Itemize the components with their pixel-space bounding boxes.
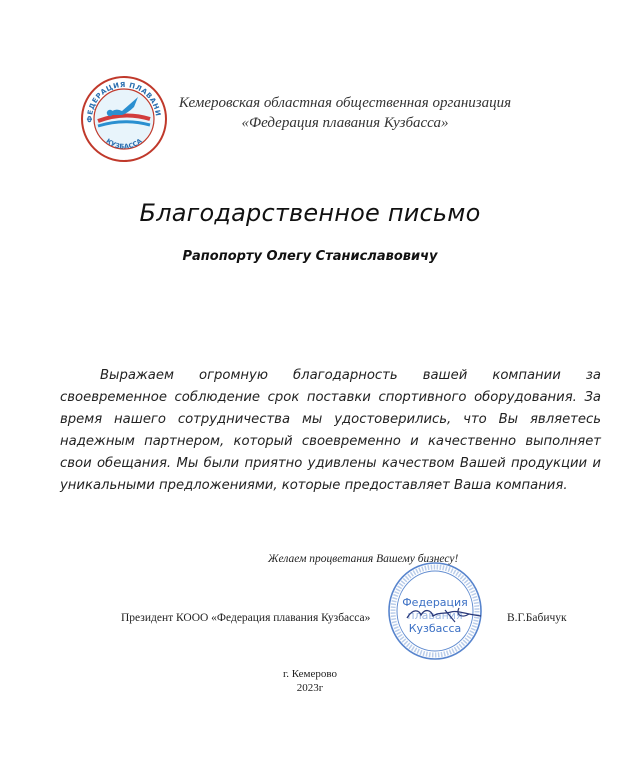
- signer-title: Президент КООО «Федерация плавания Кузбасса»: [121, 612, 371, 624]
- logo-ring-text-bottom: КУЗБАССА: [104, 137, 144, 151]
- letter-body: Выражаем огромную благодарность вашей компании за своевременное соблюдение срок поставки спортивного оборудования. За время нашего сотрудничества мы удостоверились, что Вы являетесь надежным партнером, который своевременно и качественно выполняет свои обещания. Мы были приятно удивлены качеством Вашей продукции и уникальными предложениями, которые предоставляет Ваша компания.: [60, 368, 601, 493]
- official-stamp: [385, 560, 485, 662]
- city: г. Кемерово: [282, 668, 338, 680]
- logo-ring-text-top: ФЕДЕРАЦИЯ ПЛАВАНИ: [85, 80, 162, 123]
- closing-wishes: Желаем процветания Вашему бизнесу!: [268, 553, 459, 565]
- org-name-line1: Кемеровская областная общественная организация: [178, 95, 512, 111]
- place-and-date: [0, 667, 620, 695]
- signer-name: В.Г.Бабичук: [507, 612, 567, 624]
- official-stamp-icon: [385, 560, 485, 662]
- organization-header: [170, 93, 520, 133]
- year: 2023г: [296, 682, 324, 694]
- letter-title: Благодарственное письмо: [139, 199, 481, 227]
- org-name-line2: «Федерация плавания Кузбасса»: [241, 115, 449, 131]
- recipient-name: Рапопорту Олегу Станиславовичу: [182, 249, 438, 264]
- stamp-text-line1: Федерация: [402, 596, 468, 609]
- stamp-text-line2: плавания: [407, 609, 463, 622]
- stamp-text-line3: Кузбасса: [408, 622, 462, 635]
- swimming-federation-logo-icon: [78, 73, 170, 165]
- federation-logo: [78, 73, 170, 165]
